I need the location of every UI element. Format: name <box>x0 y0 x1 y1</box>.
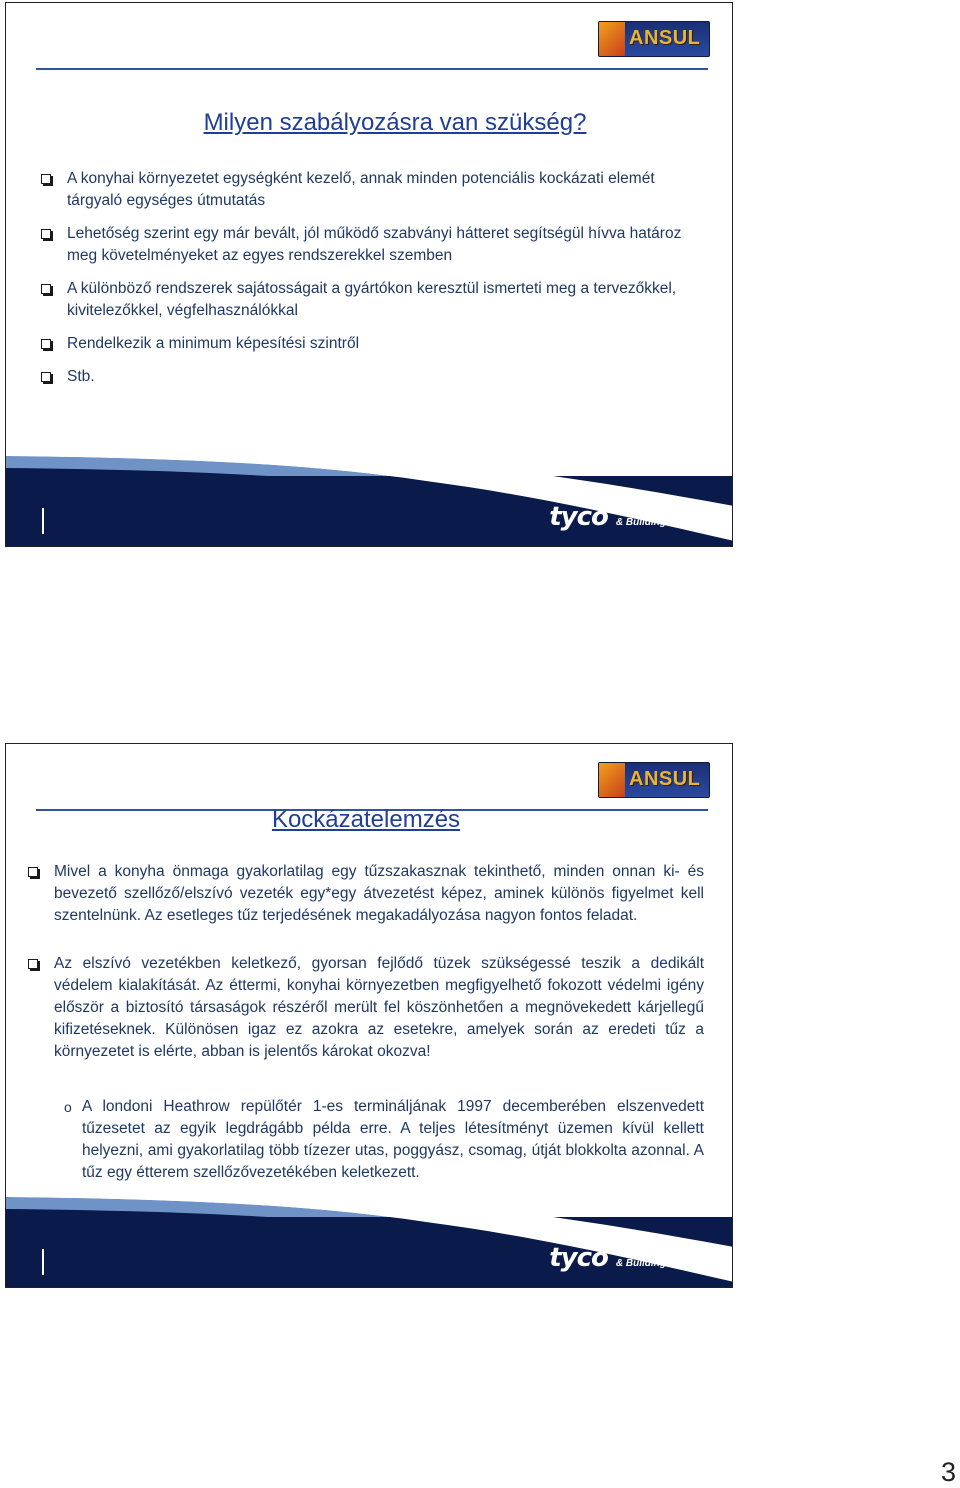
list-item: Lehetőség szerint egy már bevált, jól működő szabványi hátteret segítségül hívva határoz meg követelményeket az egyes rendszerekkel szemben <box>41 223 711 267</box>
slide-footer <box>6 1187 732 1287</box>
list-item: Stb. <box>41 366 711 388</box>
circle-bullet-icon: o <box>64 1099 72 1115</box>
list-item: Rendelkezik a minimum képesítési szintről <box>41 333 711 355</box>
list-item: o A londoni Heathrow repülőtér 1-es termináljának 1997 decemberében elszenvedett tűzesetet az egyik legdrágább példa erre. A teljes létesítményt üzemen kívül kellett helyezni, ami gyakorlatilag több tízezer utas, poggyász, csomag, útját blokkolta azonnal. A tűz egy étterem szellőzővezetékében keletkezett. <box>64 1098 704 1181</box>
list-item: Mivel a konyha önmaga gyakorlatilag egy tűzszakasznak tekinthető, minden onnan ki- és bevezető szellőző/elszívó vezeték egy*egy átvezetést képez, aminek különös figyelmet kell szentelnünk. Az esetleges tűz terjedésének megakadályozása nagyon fontos feladat. <box>28 861 704 927</box>
slide-2 <box>5 743 733 1288</box>
tyco-logo <box>549 1243 712 1273</box>
tyco-logo <box>549 502 712 532</box>
footer-divider <box>42 1249 44 1275</box>
tyco-brand: tyco <box>549 1243 608 1273</box>
tyco-brand: tyco <box>549 502 608 532</box>
tyco-tagline: Fire Suppression & Building Products <box>615 1247 712 1269</box>
header-divider <box>36 68 708 70</box>
list-item: A különböző rendszerek sajátosságait a gyártókon keresztül ismerteti meg a tervezőkkel, kivitelezőkkel, végfelhasználókkal <box>41 278 711 322</box>
ansul-logo-mark-icon <box>599 22 625 56</box>
ansul-logo <box>598 762 710 798</box>
slide-title: Kockázatelemzés <box>271 806 461 833</box>
checkbox-bullet-icon <box>41 372 51 382</box>
footer-divider <box>42 508 44 534</box>
bullet-list <box>28 861 704 1063</box>
checkbox-bullet-icon <box>41 339 51 349</box>
checkbox-bullet-icon <box>28 867 38 877</box>
page-number: 3 <box>940 1457 956 1487</box>
ansul-logo-text: ANSUL <box>629 27 701 49</box>
bullet-list <box>41 168 711 399</box>
list-item: Az elszívó vezetékben keletkező, gyorsan fejlődő tüzek szükségessé teszik a dedikált védelem kialakítását. Az éttermi, konyhai környezetben megfigyelhető fokozott védelmi igény először a biztosító társaságok részéről merült fel köszönhetően a megnövekedett kárjellegű kifizetéseknek. Különösen igaz ez azokra az esetekre, amelyek során az eredeti tűz a környezetet is elérte, abban is jelentős károkat okozva! <box>28 953 704 1063</box>
ansul-logo <box>598 21 710 57</box>
list-item: A konyhai környezetet egységként kezelő, annak minden potenciális kockázati elemét tárgyaló egységes útmutatás <box>41 168 711 212</box>
ansul-logo-text: ANSUL <box>629 768 701 790</box>
checkbox-bullet-icon <box>41 174 51 184</box>
checkbox-bullet-icon <box>28 959 38 969</box>
slide-footer <box>6 446 732 546</box>
checkbox-bullet-icon <box>41 284 51 294</box>
checkbox-bullet-icon <box>41 229 51 239</box>
slide-title: Milyen szabályozásra van szükség? <box>203 109 587 136</box>
slide-1 <box>5 2 733 547</box>
ansul-logo-mark-icon <box>599 763 625 797</box>
tyco-tagline: Fire Suppression & Building Products <box>615 506 712 528</box>
sub-bullet-list <box>64 1096 704 1184</box>
